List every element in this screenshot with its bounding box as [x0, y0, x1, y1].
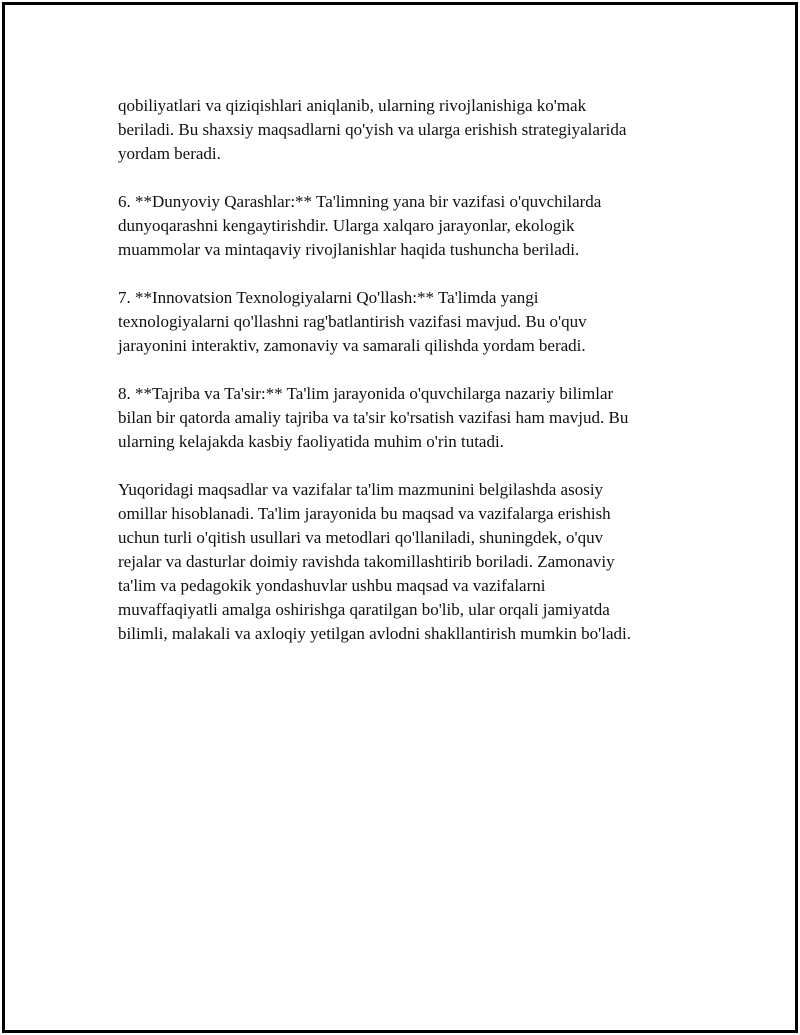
paragraph-continuation [118, 94, 693, 166]
text-line: muammolar va mintaqaviy rivojlanishlar haqida tushuncha beriladi. [118, 240, 580, 259]
text-line: qobiliyatlari va qiziqishlari aniqlanib, ularning rivojlanishiga ko'mak [118, 96, 587, 115]
text-line: omillar hisoblanadi. Ta'lim jarayonida bu maqsad va vazifalarga erishish [118, 504, 611, 523]
text-line: yordam beradi. [118, 144, 221, 163]
text-line: 8. **Tajriba va Ta'sir:** Ta'lim jarayonida o'quvchilarga nazariy bilimlar [118, 384, 614, 403]
text-line: Yuqoridagi maqsadlar va vazifalar ta'lim mazmunini belgilashda asosiy [118, 480, 604, 499]
text-line: muvaffaqiyatli amalga oshirishga qaratilgan bo'lib, ular orqali jamiyatda [118, 600, 610, 619]
paragraph-item-6 [118, 190, 693, 262]
text-line: bilan bir qatorda amaliy tajriba va ta'sir ko'rsatish vazifasi ham mavjud. Bu [118, 408, 629, 427]
text-line: dunyoqarashni kengaytirishdir. Ularga xalqaro jarayonlar, ekologik [118, 216, 575, 235]
text-line: jarayonini interaktiv, zamonaviy va samarali qilishda yordam beradi. [118, 336, 586, 355]
text-line: beriladi. Bu shaxsiy maqsadlarni qo'yish va ularga erishish strategiyalarida [118, 120, 627, 139]
text-line: ularning kelajakda kasbiy faoliyatida muhim o'rin tutadi. [118, 432, 504, 451]
text-line: ta'lim va pedagokik yondashuvlar ushbu maqsad va vazifalarni [118, 576, 546, 595]
paragraph-item-7 [118, 286, 693, 358]
text-line: 7. **Innovatsion Texnologiyalarni Qo'llash:** Ta'limda yangi [118, 288, 539, 307]
paragraph-item-8 [118, 382, 693, 454]
text-line: uchun turli o'qitish usullari va metodlari qo'llaniladi, shuningdek, o'quv [118, 528, 604, 547]
document-body [118, 94, 693, 670]
text-line: texnologiyalarni qo'llashni rag'batlantirish vazifasi mavjud. Bu o'quv [118, 312, 587, 331]
text-line: rejalar va dasturlar doimiy ravishda takomillashtirib boriladi. Zamonaviy [118, 552, 615, 571]
text-line: bilimli, malakali va axloqiy yetilgan avlodni shakllantirish mumkin bo'ladi. [118, 624, 631, 643]
paragraph-conclusion [118, 478, 693, 646]
text-line: 6. **Dunyoviy Qarashlar:** Ta'limning yana bir vazifasi o'quvchilarda [118, 192, 602, 211]
